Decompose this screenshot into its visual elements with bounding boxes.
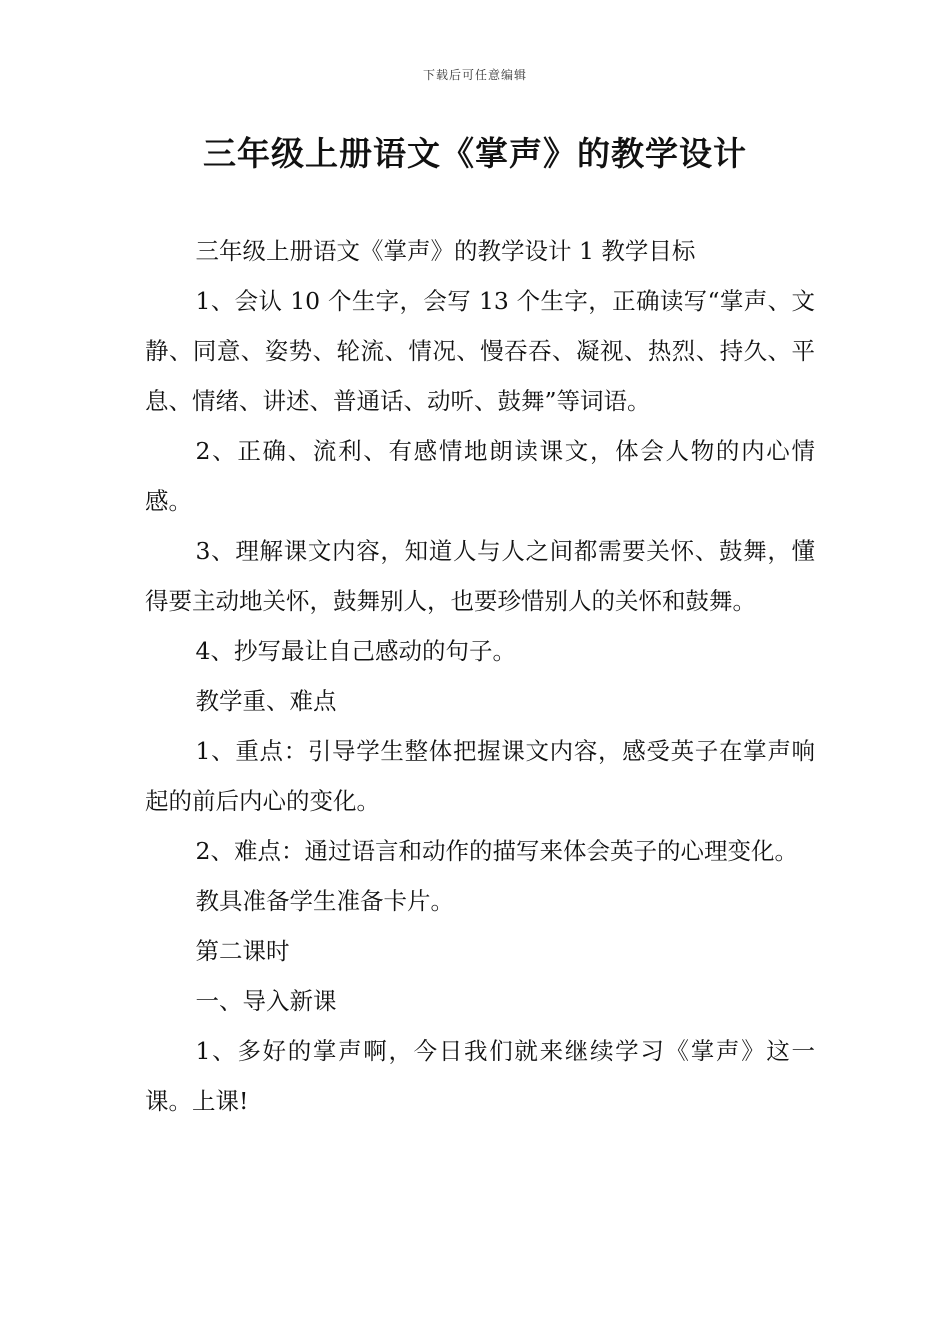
paragraph-materials: 教具准备学生准备卡片。: [195, 887, 455, 915]
paragraph-difficulty: 2、难点：通过语言和动作的描写来体会英子的心理变化。: [195, 837, 798, 865]
paragraph-intro-step-1: 1、多好的掌声啊，今日我们就来继续学习《掌声》这一课。上课!: [145, 1037, 815, 1115]
paragraph-goal-1: 1、会认 10 个生字，会写 13 个生字，正确读写“掌声、文静、同意、姿势、轮流、情况、慢吞吞、凝视、热烈、持久、平息、情绪、讲述、普通话、动听、鼓舞”等词语。: [145, 287, 815, 415]
document-title: 三年级上册语文《掌声》的教学设计: [203, 134, 747, 173]
section-heading-intro: 一、导入新课: [195, 987, 337, 1015]
header-note: 下载后可任意编辑: [422, 68, 527, 82]
section-heading-key-points: 教学重、难点: [195, 687, 337, 715]
paragraph-key-point: 1、重点：引导学生整体把握课文内容，感受英子在掌声响起的前后内心的变化。: [145, 737, 815, 815]
section-heading-lesson: 第二课时: [195, 937, 290, 965]
paragraph-intro: 三年级上册语文《掌声》的教学设计 1 教学目标: [195, 237, 696, 265]
paragraph-goal-2: 2、正确、流利、有感情地朗读课文，体会人物的内心情感。: [145, 437, 815, 515]
paragraph-goal-4: 4、抄写最让自己感动的句子。: [195, 637, 516, 665]
document-body: [145, 226, 815, 1126]
paragraph-goal-3: 3、理解课文内容，知道人与人之间都需要关怀、鼓舞，懂得要主动地关怀，鼓舞别人，也要珍惜别人的关怀和鼓舞。: [145, 537, 815, 615]
